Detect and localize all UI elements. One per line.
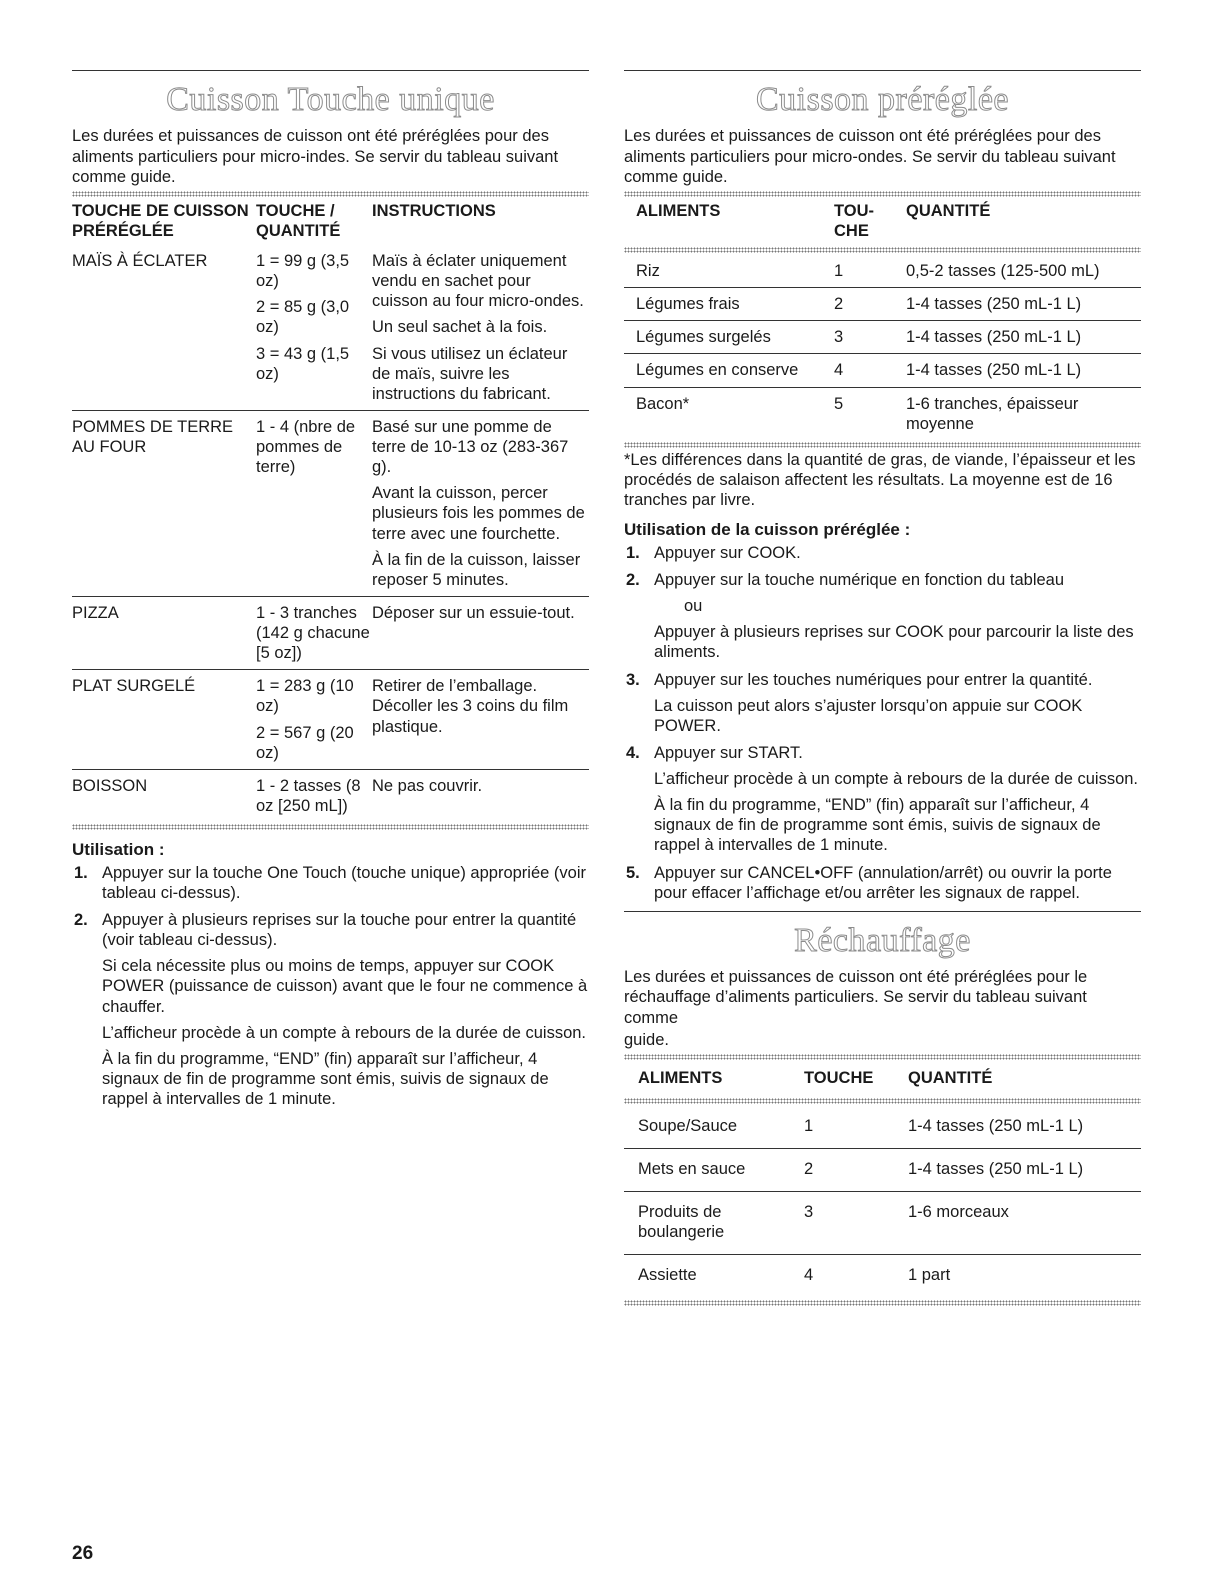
step-note: L’afficheur procède à un compte à rebours de la durée de cuisson. bbox=[102, 1023, 587, 1042]
col-header-instructions: INSTRUCTIONS bbox=[372, 201, 496, 220]
instr-line: Avant la cuisson, percer plusieurs fois les pommes de terre avec une fourchette. bbox=[372, 484, 585, 543]
cell-key: 2 bbox=[834, 288, 906, 321]
step-note: Si cela nécessite plus ou moins de temps, appuyer sur COOK POWER (puissance de cuisson) avant que le four ne commence à chauffer. bbox=[102, 957, 588, 1016]
step-number: 1. bbox=[74, 863, 88, 882]
cell-key: 4 bbox=[804, 1266, 814, 1285]
qty-line: 2 = 567 g (20 oz) bbox=[256, 723, 354, 762]
preset-table bbox=[624, 199, 1141, 440]
row-key: POMMES DE TERRE AU FOUR bbox=[72, 410, 256, 596]
left-column bbox=[72, 70, 589, 1116]
cell-key: 4 bbox=[834, 354, 906, 387]
row-instructions bbox=[372, 670, 589, 770]
table-row bbox=[624, 387, 1141, 440]
section-title-one-touch: Cuisson Touche unique bbox=[166, 81, 495, 118]
instr-line: Un seul sachet à la fois. bbox=[372, 318, 548, 337]
table-row bbox=[624, 255, 1141, 288]
intro-preset: Les durées et puissances de cuisson ont été préréglées pour des aliments particuliers pour micro-ondes. Se servir du tableau suivant comme guide. bbox=[624, 127, 1116, 186]
cell-food: Mets en sauce bbox=[624, 1149, 804, 1192]
cell-food: Légumes frais bbox=[624, 288, 834, 321]
instr-line: Maïs à éclater uniquement vendu en sachet pour cuisson au four micro-ondes. bbox=[372, 252, 584, 311]
step-number: 2. bbox=[74, 911, 88, 930]
step-text: Appuyer sur la touche numérique en fonction du tableau bbox=[654, 571, 1065, 590]
table-row bbox=[624, 1106, 1141, 1149]
reheat-table bbox=[624, 1062, 1141, 1298]
step-number: 4. bbox=[626, 743, 640, 762]
qty-line: 1 - 3 tranches (142 g chacune [5 oz]) bbox=[256, 603, 370, 663]
row-qty bbox=[256, 410, 372, 596]
page-number: 26 bbox=[72, 1543, 94, 1564]
qty-line: 1 = 99 g (3,5 oz) bbox=[256, 252, 350, 291]
cell-qty: 1-6 tranches, épaisseur moyenne bbox=[906, 394, 1079, 433]
step-number: 5. bbox=[626, 863, 640, 882]
step-item bbox=[624, 863, 1141, 903]
row-instructions bbox=[372, 596, 589, 669]
col-header-qty: QUANTITÉ bbox=[908, 1068, 993, 1087]
cell-food: Légumes en conserve bbox=[624, 354, 834, 387]
qty-line: 3 = 43 g (1,5 oz) bbox=[256, 344, 350, 383]
dotted-rule bbox=[624, 1098, 1141, 1104]
row-key: MAÏS À ÉCLATER bbox=[72, 245, 256, 410]
row-qty bbox=[256, 769, 372, 822]
col-header-food: ALIMENTS bbox=[636, 201, 721, 220]
col-header-key: TOUCHE DE CUISSON PRÉRÉGLÉE bbox=[72, 201, 249, 240]
table-row bbox=[624, 1149, 1141, 1192]
table-row bbox=[72, 670, 589, 770]
cell-key: 3 bbox=[804, 1192, 908, 1255]
section-title-reheat: Réchauffage bbox=[794, 921, 971, 959]
qty-line: 1 = 283 g (10 oz) bbox=[256, 677, 354, 716]
intro-reheat-end: guide. bbox=[624, 1030, 669, 1049]
cell-qty: 0,5-2 tasses (125-500 mL) bbox=[906, 255, 1141, 288]
step-item bbox=[624, 543, 1141, 563]
usage-steps bbox=[624, 543, 1141, 903]
top-rule bbox=[72, 70, 589, 71]
table-row bbox=[624, 354, 1141, 387]
step-item bbox=[72, 863, 589, 903]
dotted-rule bbox=[624, 1054, 1141, 1060]
row-key: PIZZA bbox=[72, 596, 256, 669]
step-note: Appuyer à plusieurs reprises sur COOK pour parcourir la liste des aliments. bbox=[654, 623, 1134, 662]
cell-food: Soupe/Sauce bbox=[624, 1106, 804, 1149]
cell-food: Assiette bbox=[638, 1266, 697, 1285]
cell-food: Produits de boulangerie bbox=[624, 1192, 804, 1255]
table-row bbox=[624, 1255, 1141, 1298]
step-note: La cuisson peut alors s’ajuster lorsqu’on appuie sur COOK POWER. bbox=[654, 696, 1083, 735]
instr-line: Ne pas couvrir. bbox=[372, 776, 483, 795]
qty-line: 1 - 2 tasses (8 oz [250 mL]) bbox=[256, 776, 361, 815]
cell-qty: 1-4 tasses (250 mL-1 L) bbox=[906, 321, 1141, 354]
top-rule bbox=[624, 70, 1141, 71]
cell-key: 3 bbox=[834, 321, 906, 354]
col-header-key: TOU-CHE bbox=[834, 201, 875, 240]
step-item bbox=[72, 910, 589, 1109]
col-header-qty: TOUCHE / QUANTITÉ bbox=[256, 201, 341, 240]
usage-heading: Utilisation : bbox=[72, 840, 165, 860]
table-row bbox=[72, 596, 589, 669]
step-text: Appuyer sur la touche One Touch (touche unique) appropriée (voir tableau ci-dessus). bbox=[102, 863, 586, 902]
step-note: À la fin du programme, “END” (fin) apparaît sur l’afficheur, 4 signaux de fin de programme sont émis, suivis de signaux de rappel à intervalles de 1 minute. bbox=[102, 1049, 549, 1109]
section-rule bbox=[624, 911, 1141, 912]
instr-line: Retirer de l’emballage. Décoller les 3 coins du film plastique. bbox=[372, 677, 569, 736]
col-header-qty: QUANTITÉ bbox=[906, 201, 991, 220]
intro-reheat: Les durées et puissances de cuisson ont été préréglées pour le réchauffage d’aliments particuliers. Se servir du tableau suivant comme bbox=[624, 968, 1088, 1027]
cell-qty: 1-4 tasses (250 mL-1 L) bbox=[908, 1149, 1141, 1192]
instr-line: À la fin de la cuisson, laisser reposer 5 minutes. bbox=[372, 550, 581, 589]
one-touch-table bbox=[72, 199, 589, 822]
cell-key: 1 bbox=[804, 1106, 908, 1149]
step-item bbox=[624, 743, 1141, 856]
cell-qty: 1-4 tasses (250 mL-1 L) bbox=[906, 288, 1141, 321]
dotted-rule bbox=[624, 1300, 1141, 1306]
cell-qty: 1-4 tasses (250 mL-1 L) bbox=[906, 354, 1141, 387]
table-row bbox=[72, 410, 589, 596]
col-header-key: TOUCHE bbox=[804, 1068, 874, 1087]
cell-food: Légumes surgelés bbox=[624, 321, 834, 354]
dotted-rule bbox=[624, 191, 1141, 197]
row-key: PLAT SURGELÉ bbox=[72, 670, 256, 770]
row-qty bbox=[256, 245, 372, 410]
row-instructions bbox=[372, 410, 589, 596]
row-qty bbox=[256, 670, 372, 770]
cell-food: Bacon* bbox=[636, 394, 690, 413]
instr-line: Si vous utilisez un éclateur de maïs, suivre les instructions du fabricant. bbox=[372, 344, 568, 403]
step-text: Appuyer sur COOK. bbox=[654, 543, 801, 562]
row-instructions bbox=[372, 769, 589, 822]
row-instructions bbox=[372, 245, 589, 410]
instr-line: Basé sur une pomme de terre de 10-13 oz (283-367 g). bbox=[372, 417, 569, 477]
table-row bbox=[72, 769, 589, 822]
section-title-preset: Cuisson préréglée bbox=[755, 81, 1010, 118]
step-number: 2. bbox=[626, 571, 640, 590]
usage-heading: Utilisation de la cuisson préréglée : bbox=[624, 520, 911, 540]
step-number: 1. bbox=[626, 543, 640, 562]
qty-line: 2 = 85 g (3,0 oz) bbox=[256, 298, 350, 337]
table-row bbox=[624, 321, 1141, 354]
col-header-food: ALIMENTS bbox=[638, 1068, 723, 1087]
step-text: Appuyer sur START. bbox=[654, 743, 803, 762]
instr-line: Déposer sur un essuie-tout. bbox=[372, 603, 575, 622]
dotted-rule bbox=[72, 191, 589, 197]
dotted-rule bbox=[72, 824, 589, 830]
cell-qty: 1 part bbox=[908, 1266, 951, 1285]
step-item bbox=[624, 570, 1141, 663]
usage-steps bbox=[72, 863, 589, 1109]
cell-food: Riz bbox=[624, 255, 834, 288]
step-text: Appuyer sur les touches numériques pour entrer la quantité. bbox=[654, 670, 1093, 689]
step-item bbox=[624, 670, 1141, 736]
step-note: L’afficheur procède à un compte à rebours de la durée de cuisson. bbox=[654, 770, 1139, 789]
right-column bbox=[624, 70, 1141, 1308]
table-row bbox=[624, 288, 1141, 321]
cell-qty: 1-6 morceaux bbox=[908, 1192, 1141, 1255]
cell-qty: 1-4 tasses (250 mL-1 L) bbox=[908, 1106, 1141, 1149]
dotted-rule bbox=[624, 442, 1141, 448]
cell-key: 2 bbox=[804, 1149, 908, 1192]
table-row bbox=[72, 245, 589, 410]
row-key: BOISSON bbox=[72, 776, 148, 795]
step-text: Appuyer à plusieurs reprises sur la touche pour entrer la quantité (voir tableau ci-dessus). bbox=[102, 911, 577, 950]
step-or: ou bbox=[684, 597, 703, 616]
footnote: *Les différences dans la quantité de gras, de viande, l’épaisseur et les procédés de salaison affectent les résultats. La moyenne est de 16 tranches par livre. bbox=[624, 450, 1136, 510]
row-qty bbox=[256, 596, 372, 669]
qty-line: 1 - 4 (nbre de pommes de terre) bbox=[256, 417, 356, 477]
table-row bbox=[624, 1192, 1141, 1255]
step-text: Appuyer sur CANCEL•OFF (annulation/arrêt) ou ouvrir la porte pour effacer l’affichage et/ou arrêter les signaux de rappel. bbox=[654, 863, 1112, 902]
intro-one-touch: Les durées et puissances de cuisson ont été préréglées pour des aliments particuliers pour micro-indes. Se servir du tableau suivant comme guide. bbox=[72, 127, 559, 186]
step-number: 3. bbox=[626, 670, 640, 689]
cell-key: 1 bbox=[834, 255, 906, 288]
cell-key: 5 bbox=[834, 394, 844, 413]
step-note: À la fin du programme, “END” (fin) apparaît sur l’afficheur, 4 signaux de fin de programme sont émis, suivis de signaux de rappel à intervalles de 1 minute. bbox=[654, 796, 1101, 855]
dotted-rule bbox=[624, 247, 1141, 253]
